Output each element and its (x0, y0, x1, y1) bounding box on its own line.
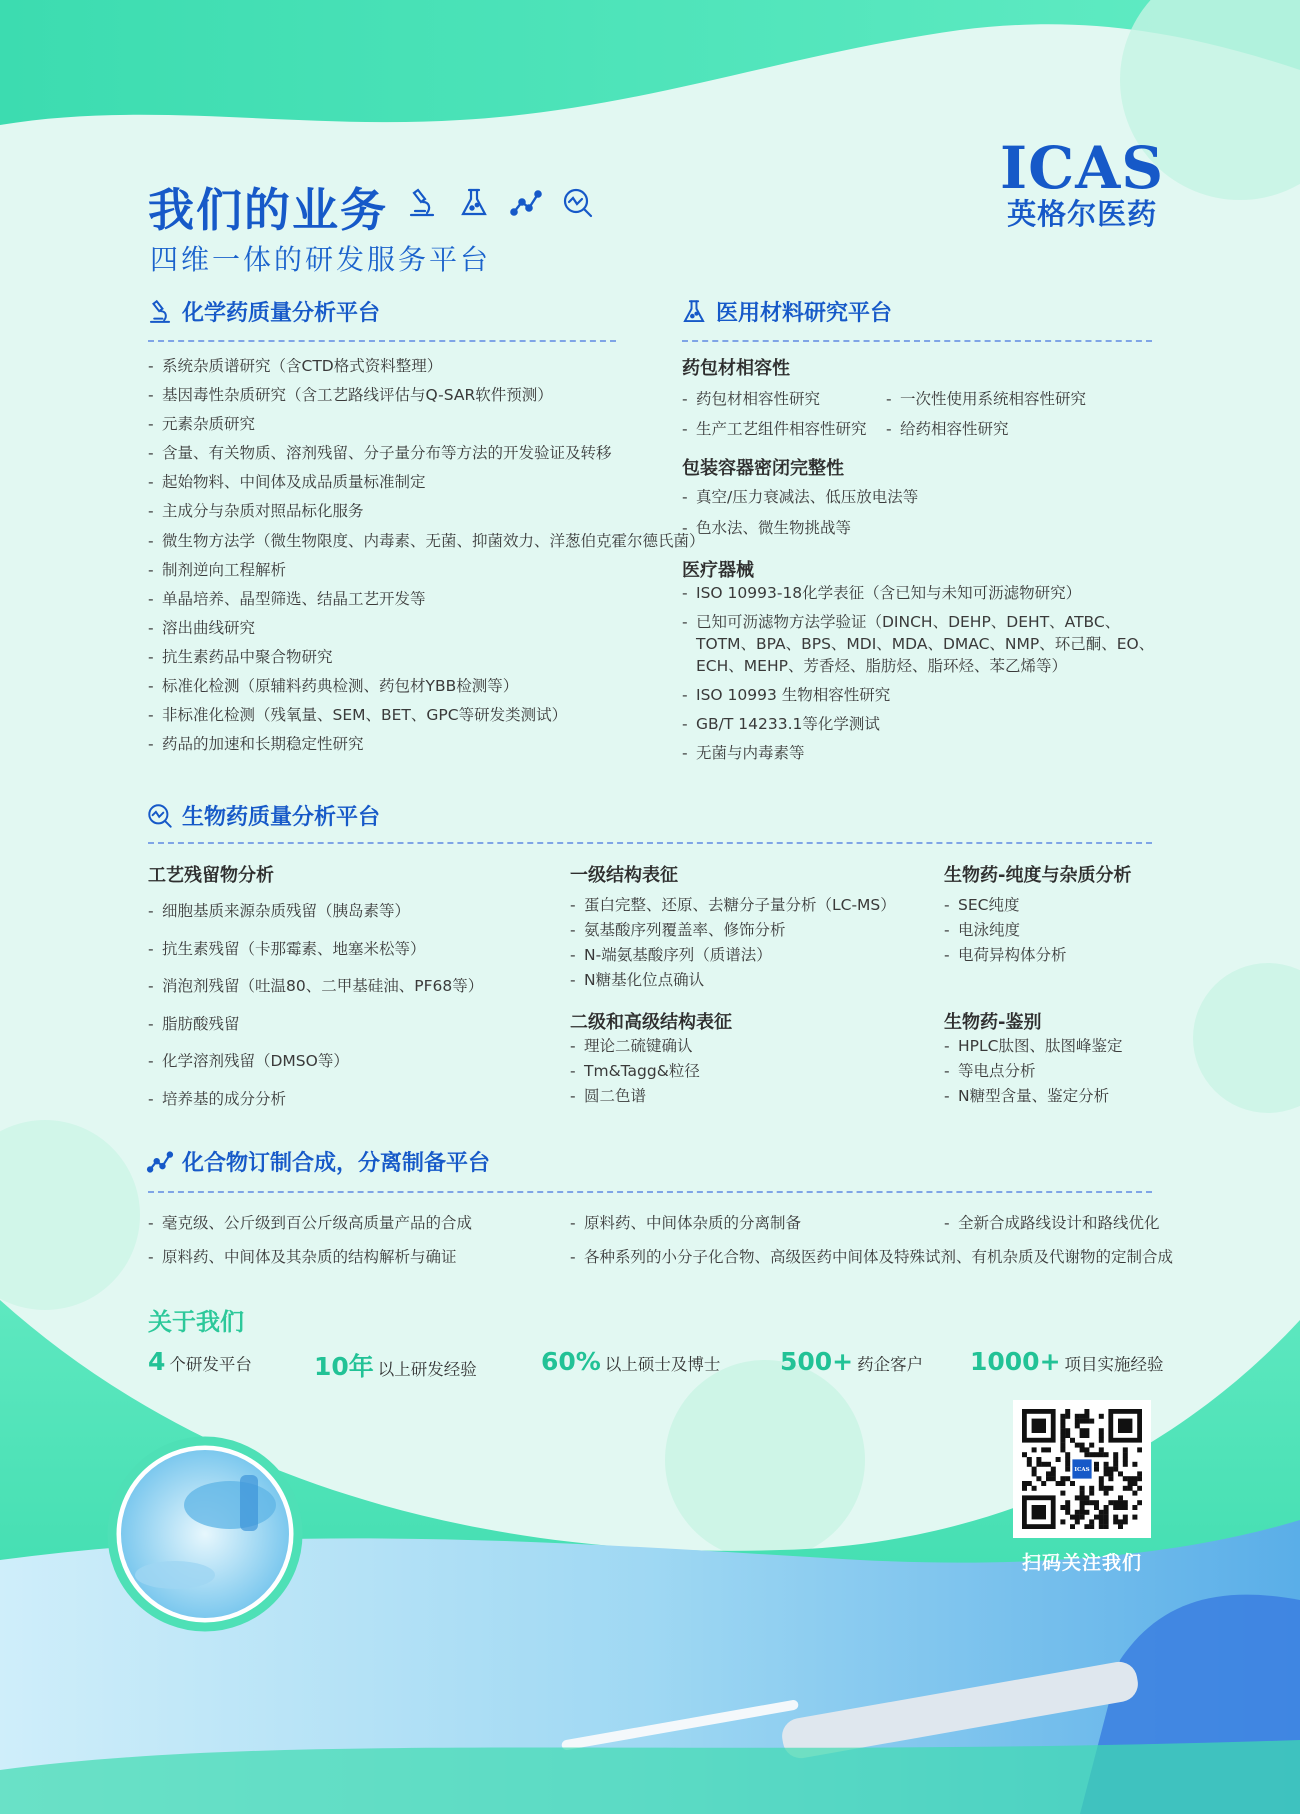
list-item: - 全新合成路线设计和路线优化 (944, 1206, 1160, 1240)
packaging-list-left (682, 384, 867, 444)
list-item: - 系统杂质谱研究（含CTD格式资料整理） (148, 352, 705, 381)
list-item: - N糖基化位点确认 (570, 968, 896, 993)
chem-divider (148, 340, 616, 342)
list-item: - 非标准化检测（残氧量、SEM、BET、GPC等研发类测试） (148, 701, 705, 730)
list-item: - 标准化检测（原辅料药典检测、药包材YBB检测等） (148, 672, 705, 701)
list-item: - N糖型含量、鉴定分析 (944, 1084, 1122, 1109)
list-item: - 蛋白完整、还原、去糖分子量分析（LC-MS） (570, 893, 896, 918)
line-chart-icon (509, 186, 543, 220)
logo-text-cn: 英格尔医药 (1007, 197, 1158, 231)
stat-number: 60% (541, 1347, 601, 1376)
med-platform-heading (680, 296, 892, 327)
qr-code-icon (1022, 1409, 1142, 1529)
list-item: - 抗生素残留（卡那霉素、地塞米松等） (148, 931, 483, 969)
list-item: - 真空/压力衰减法、低压放电法等 (682, 482, 918, 513)
flask-icon (457, 186, 491, 220)
qr-badge-text: ICAS (1074, 1466, 1090, 1473)
list-item: - 等电点分析 (944, 1059, 1122, 1084)
list-item: - 一次性使用系统相容性研究 (886, 384, 1086, 414)
page-title: 我们的业务 (148, 183, 388, 237)
stat-label: 以上硕士及博士 (604, 1355, 721, 1374)
purity-title: 生物药-纯度与杂质分析 (944, 865, 1132, 886)
packaging-title: 药包材相容性 (682, 358, 790, 379)
list-item: - 生产工艺组件相容性研究 (682, 414, 867, 444)
packaging-list-right (886, 384, 1086, 444)
list-item: - N-端氨基酸序列（质谱法） (570, 943, 896, 968)
list-item: - 脂肪酸残留 (148, 1006, 483, 1044)
residue-title: 工艺残留物分析 (148, 865, 274, 886)
list-item: - 理论二硫键确认 (570, 1034, 700, 1059)
stat-label: 个研发平台 (169, 1355, 252, 1374)
title-icon-row (405, 186, 595, 220)
secondary-structure-list (570, 1034, 700, 1109)
synth-divider (148, 1191, 1152, 1193)
list-item: - 给药相容性研究 (886, 414, 1086, 444)
list-item: - 溶出曲线研究 (148, 614, 705, 643)
list-item: - 原料药、中间体杂质的分离制备 (570, 1206, 1173, 1240)
container-title: 包装容器密闭完整性 (682, 458, 844, 479)
list-item: - 药品的加速和长期稳定性研究 (148, 730, 705, 759)
list-item: - 无菌与内毒素等 (682, 742, 1156, 764)
chem-platform-title: 化学药质量分析平台 (182, 301, 381, 326)
synth-list-col3 (944, 1206, 1160, 1240)
list-item: - GB/T 14233.1等化学测试 (682, 713, 1156, 735)
bio-platform-title: 生物药质量分析平台 (182, 805, 381, 830)
stat-number: 4 (148, 1347, 166, 1376)
list-item: - ISO 10993-18化学表征（含已知与未知可沥滤物研究） (682, 582, 1156, 604)
chem-item-list (148, 352, 705, 759)
list-item: - 毫克级、公斤级到百公斤级高质量产品的合成 (148, 1206, 472, 1240)
list-item: - HPLC肽图、肽图峰鉴定 (944, 1034, 1122, 1059)
list-item: - 色水法、微生物挑战等 (682, 513, 918, 544)
stat-number: 500+ (780, 1347, 854, 1376)
stat-number: 1000+ (970, 1347, 1061, 1376)
list-item: - 基因毒性杂质研究（含工艺路线评估与Q-SAR软件预测） (148, 381, 705, 410)
list-item: - 主成分与杂质对照品标化服务 (148, 497, 705, 526)
identity-title: 生物药-鉴别 (944, 1012, 1042, 1033)
bio-divider (148, 842, 1152, 844)
flask-icon (680, 298, 708, 326)
stat-label: 以上研发经验 (377, 1360, 477, 1379)
chem-platform-heading (146, 296, 380, 327)
synth-list-col1 (148, 1206, 472, 1274)
list-item: - 元素杂质研究 (148, 410, 705, 439)
stat-projects (970, 1347, 1164, 1376)
stat-degrees (541, 1347, 720, 1376)
list-item: - 药包材相容性研究 (682, 384, 867, 414)
list-item: - 电泳纯度 (944, 918, 1067, 943)
synth-platform-title: 化合物订制合成，分离制备平台 (182, 1151, 491, 1176)
synth-platform-heading (146, 1146, 490, 1177)
med-platform-title: 医用材料研究平台 (716, 301, 893, 326)
microscope-icon (146, 298, 174, 326)
list-item: - 制剂逆向工程解析 (148, 556, 705, 585)
qr-label: 扫码关注我们 (1021, 1552, 1142, 1574)
list-item: - ISO 10993 生物相容性研究 (682, 684, 1156, 706)
stat-clients (780, 1347, 923, 1376)
list-item: - 圆二色谱 (570, 1084, 700, 1109)
analysis-search-icon (561, 186, 595, 220)
list-item: - 单晶培养、晶型筛选、结晶工艺开发等 (148, 585, 705, 614)
about-title: 关于我们 (148, 1308, 244, 1336)
identity-list (944, 1034, 1122, 1109)
stat-experience (314, 1347, 477, 1383)
bio-platform-heading (146, 800, 380, 831)
line-chart-icon (146, 1148, 174, 1176)
stat-label: 项目实施经验 (1064, 1355, 1164, 1374)
microscope-icon (405, 186, 439, 220)
secondary-structure-title: 二级和高级结构表征 (570, 1012, 732, 1033)
stat-number: 10年 (314, 1352, 374, 1381)
device-list (682, 582, 1156, 764)
stat-platforms (148, 1347, 252, 1376)
stat-label: 药企客户 (857, 1355, 924, 1374)
container-list (682, 482, 918, 544)
list-item: - 细胞基质来源杂质残留（胰岛素等） (148, 893, 483, 931)
page-subtitle: 四维一体的研发服务平台 (150, 243, 492, 276)
list-item: - 氨基酸序列覆盖率、修饰分析 (570, 918, 896, 943)
logo-text-en: ICAS (1000, 134, 1165, 202)
list-item: - 起始物料、中间体及成品质量标准制定 (148, 468, 705, 497)
residue-list (148, 893, 483, 1118)
list-item: - Tm&Tagg&粒径 (570, 1059, 700, 1084)
list-item: - SEC纯度 (944, 893, 1067, 918)
device-title: 医疗器械 (682, 560, 754, 581)
list-item: - 电荷异构体分析 (944, 943, 1067, 968)
list-item: - 含量、有关物质、溶剂残留、分子量分布等方法的开发验证及转移 (148, 439, 705, 468)
analysis-search-icon (146, 802, 174, 830)
list-item: - 消泡剂残留（吐温80、二甲基硅油、PF68等） (148, 968, 483, 1006)
primary-structure-title: 一级结构表征 (570, 865, 678, 886)
list-item: - 各种系列的小分子化合物、高级医药中间体及特殊试剂、有机杂质及代谢物的定制合成 (570, 1240, 1173, 1274)
icas-logo (1000, 134, 1165, 232)
list-item: - 培养基的成分分析 (148, 1081, 483, 1119)
list-item: - 抗生素药品中聚合物研究 (148, 643, 705, 672)
med-divider (682, 340, 1152, 342)
list-item: - 微生物方法学（微生物限度、内毒素、无菌、抑菌效力、洋葱伯克霍尔德氏菌） (148, 527, 705, 556)
list-item: - 原料药、中间体及其杂质的结构解析与确证 (148, 1240, 472, 1274)
primary-structure-list (570, 893, 896, 993)
purity-list (944, 893, 1067, 968)
qr-code[interactable] (1013, 1400, 1151, 1538)
list-item: - 化学溶剂残留（DMSO等） (148, 1043, 483, 1081)
list-item: - 已知可沥滤物方法学验证（DINCH、DEHP、DEHT、ATBC、TOTM、BPA、BPS、MDI、MDA、DMAC、NMP、环己酮、EO、ECH、MEHP、芳香烃、脂肪烃、脂环烃、苯乙烯等） (682, 611, 1156, 677)
